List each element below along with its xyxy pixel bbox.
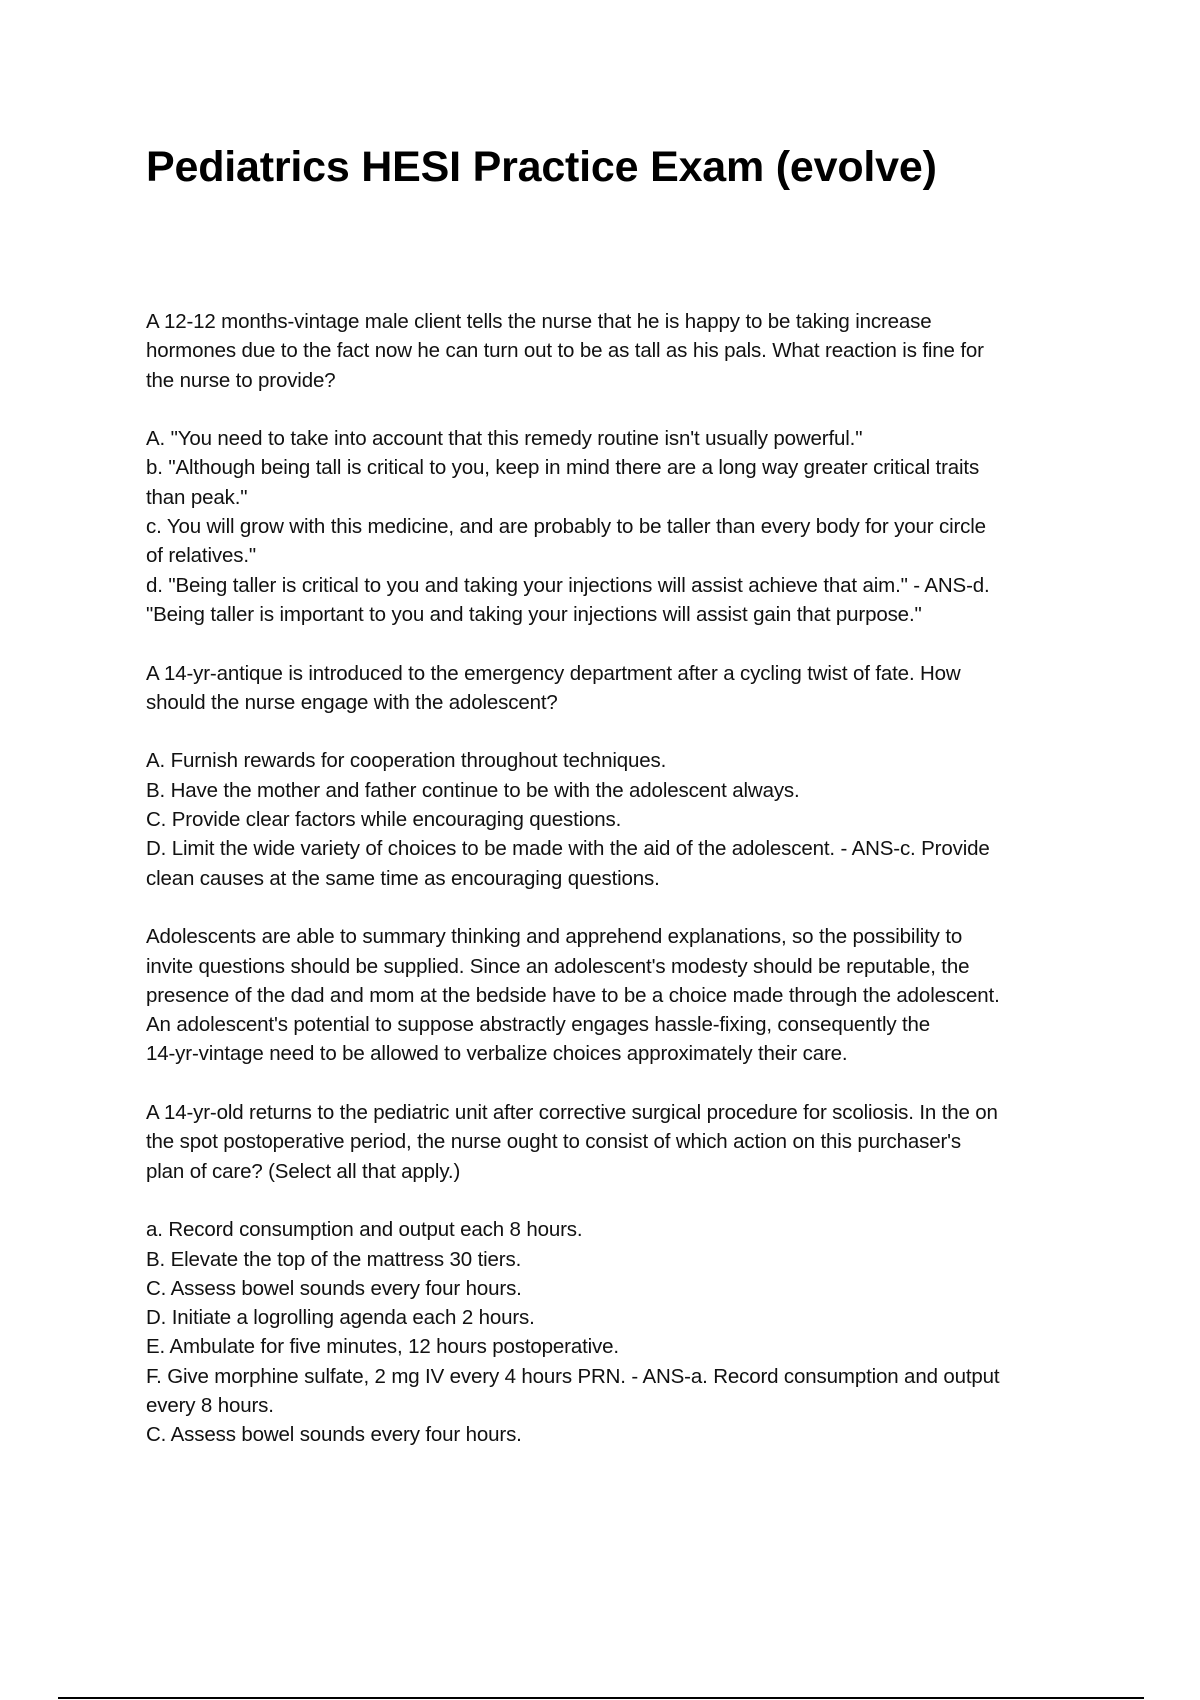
text-line: plan of care? (Select all that apply.): [146, 1159, 461, 1183]
answer-option: D. Initiate a logrolling agenda each 2 hours.: [146, 1306, 535, 1330]
answer-option: C. Assess bowel sounds every four hours.: [146, 1276, 522, 1300]
answer-option: B. Have the mother and father continue to be with the adolescent always.: [146, 778, 800, 802]
answer-key: "Being taller is important to you and taking your injections will assist gain that purpose.": [146, 602, 922, 626]
answer-option: B. Elevate the top of the mattress 30 tiers.: [146, 1247, 522, 1271]
question-2-options: [146, 746, 1096, 892]
answer-key: every 8 hours.: [146, 1393, 274, 1417]
text-line: hormones due to the fact now he can turn out to be as tall as his pals. What reaction is fine for: [146, 339, 984, 363]
answer-option: than peak.": [146, 485, 248, 509]
text-line: A 14-yr-old returns to the pediatric unit after corrective surgical procedure for scoliosis. In the on: [146, 1101, 998, 1125]
question-2-rationale: [146, 922, 1096, 1068]
footer-divider: [58, 1697, 1144, 1699]
text-line: A 14-yr-antique is introduced to the emergency department after a cycling twist of fate. How: [146, 661, 961, 685]
text-line: should the nurse engage with the adolescent?: [146, 690, 558, 714]
answer-option: a. Record consumption and output each 8 hours.: [146, 1218, 583, 1242]
text-line: the spot postoperative period, the nurse ought to consist of which action on this purchaser's: [146, 1130, 962, 1154]
answer-option: C. Provide clear factors while encouraging questions.: [146, 808, 622, 832]
answer-option: D. Limit the wide variety of choices to be made with the aid of the adolescent. - ANS-c. Provide: [146, 837, 990, 861]
answer-option: b. "Although being tall is critical to you, keep in mind there are a long way greater critical traits: [146, 456, 980, 480]
question-3-stem: [146, 1098, 1096, 1186]
text-line: presence of the dad and mom at the bedside have to be a choice made through the adolescent.: [146, 983, 1000, 1007]
question-3-options: [146, 1215, 1096, 1449]
answer-option: E. Ambulate for five minutes, 12 hours postoperative.: [146, 1335, 619, 1359]
answer-option: d. "Being taller is critical to you and taking your injections will assist achieve that aim." - ANS-d.: [146, 573, 990, 597]
text-line: 14-yr-vintage need to be allowed to verbalize choices approximately their care.: [146, 1042, 848, 1066]
question-2-stem: [146, 659, 1096, 718]
text-line: A 12-12 months-vintage male client tells the nurse that he is happy to be taking increase: [146, 310, 932, 333]
answer-key: C. Assess bowel sounds every four hours.: [146, 1423, 522, 1447]
text-line: the nurse to provide?: [146, 368, 336, 392]
text-line: An adolescent's potential to suppose abstractly engages hassle-fixing, consequently the: [146, 1013, 931, 1037]
text-line: Adolescents are able to summary thinking and apprehend explanations, so the possibility to: [146, 925, 963, 949]
document-title: Pediatrics HESI Practice Exam (evolve): [146, 143, 937, 191]
answer-option: of relatives.": [146, 544, 256, 568]
document-body: [146, 307, 1096, 1479]
answer-option: A. Furnish rewards for cooperation throughout techniques.: [146, 749, 667, 773]
question-1-stem: [146, 307, 1096, 395]
answer-option: F. Give morphine sulfate, 2 mg IV every 4 hours PRN. - ANS-a. Record consumption and output: [146, 1364, 1000, 1388]
text-line: invite questions should be supplied. Since an adolescent's modesty should be reputable, the: [146, 954, 970, 978]
question-1-options: [146, 424, 1096, 629]
answer-key: clean causes at the same time as encouraging questions.: [146, 866, 660, 890]
answer-option: c. You will grow with this medicine, and are probably to be taller than every body for your circle: [146, 515, 986, 539]
answer-option: A. "You need to take into account that this remedy routine isn't usually powerful.": [146, 427, 863, 451]
